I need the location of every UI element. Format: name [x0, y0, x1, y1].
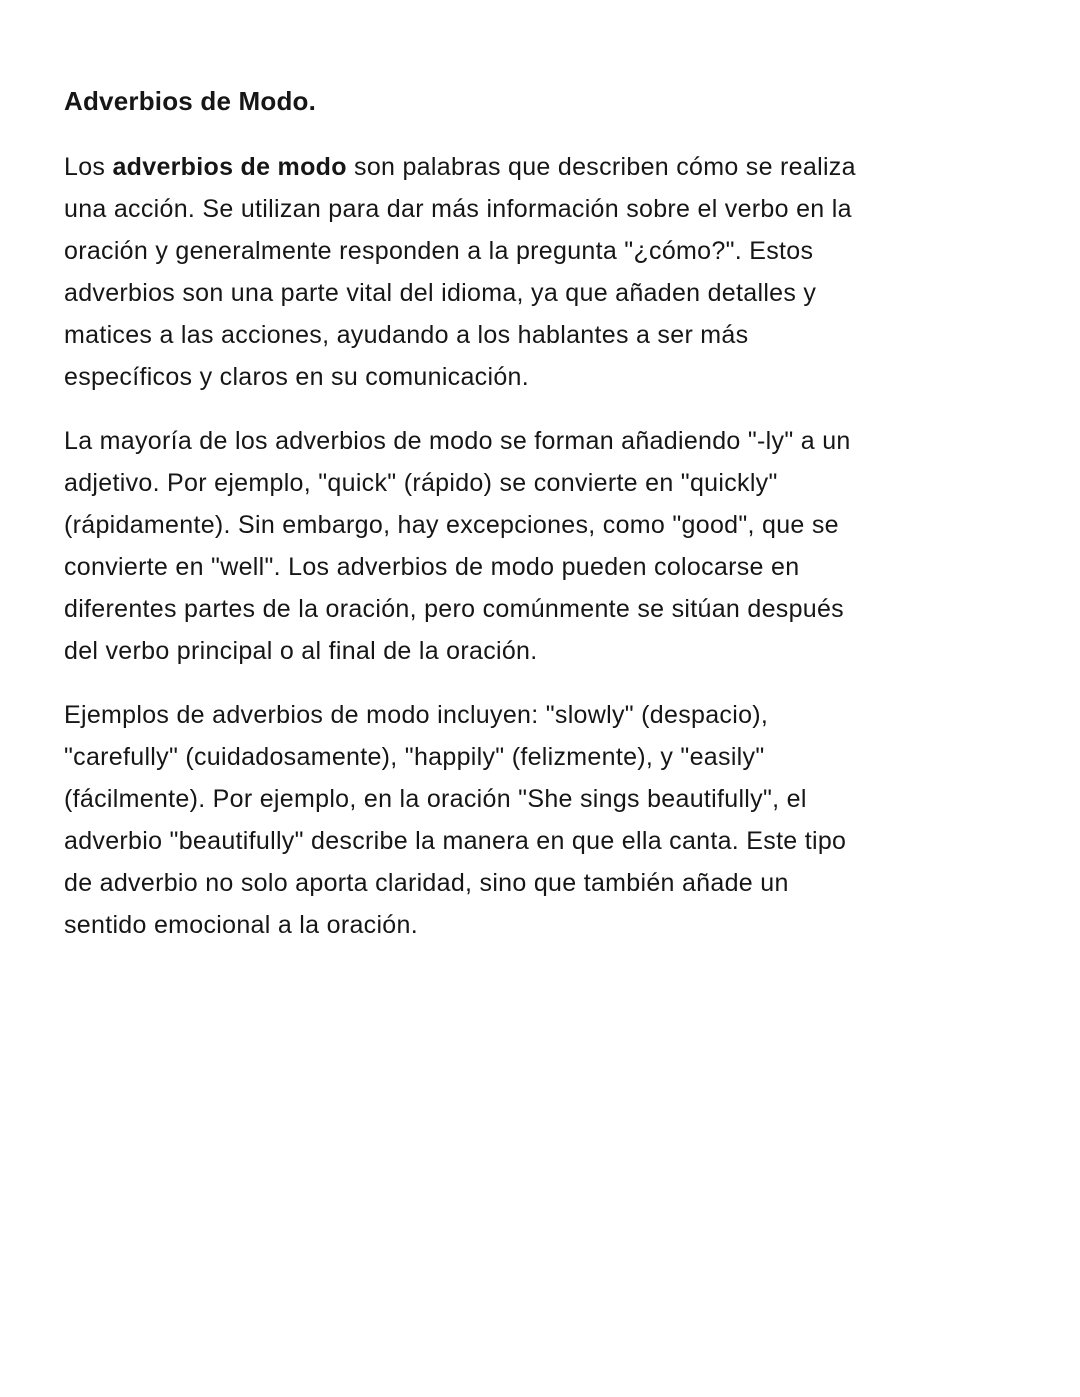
text-line — [64, 272, 1020, 314]
text-segment: convierte en "well". Los adverbios de modo pueden colocarse en — [64, 553, 800, 581]
text-line — [64, 694, 1020, 736]
text-line — [64, 904, 1020, 946]
text-line — [64, 778, 1020, 820]
text-segment: son palabras que describen cómo se realiza — [346, 153, 856, 181]
text-segment: adverbio "beautifully" describe la manera en que ella canta. Este tipo — [64, 827, 847, 855]
text-line — [64, 630, 1020, 672]
text-segment: una acción. Se utilizan para dar más información sobre el verbo en la — [64, 195, 852, 223]
text-line — [64, 820, 1020, 862]
text-segment: diferentes partes de la oración, pero comúnmente se sitúan después — [64, 595, 844, 623]
text-line — [64, 356, 1020, 398]
text-line — [64, 504, 1020, 546]
text-segment: (fácilmente). Por ejemplo, en la oración "She sings beautifully", el — [64, 785, 807, 813]
text-segment: Los — [64, 153, 113, 181]
text-segment: específicos y claros en su comunicación. — [64, 363, 529, 391]
paragraph — [64, 146, 1020, 398]
text-line — [64, 146, 1020, 188]
paragraph — [64, 420, 1020, 672]
text-segment: oración y generalmente responden a la pregunta "¿cómo?". Estos — [64, 237, 814, 265]
text-segment: matices a las acciones, ayudando a los hablantes a ser más — [64, 321, 749, 349]
text-line — [64, 736, 1020, 778]
text-line — [64, 546, 1020, 588]
text-segment: "carefully" (cuidadosamente), "happily" (felizmente), y "easily" — [64, 743, 765, 771]
text-line — [64, 314, 1020, 356]
text-segment: sentido emocional a la oración. — [64, 911, 418, 939]
text-line — [64, 188, 1020, 230]
text-line — [64, 230, 1020, 272]
text-segment: adjetivo. Por ejemplo, "quick" (rápido) se convierte en "quickly" — [64, 469, 778, 497]
text-segment: adverbios son una parte vital del idioma, ya que añaden detalles y — [64, 279, 817, 307]
paragraph — [64, 694, 1020, 946]
text-line — [64, 588, 1020, 630]
text-line — [64, 462, 1020, 504]
text-line — [64, 862, 1020, 904]
document-body — [64, 146, 1020, 946]
text-segment: (rápidamente). Sin embargo, hay excepciones, como "good", que se — [64, 511, 839, 539]
text-segment: de adverbio no solo aporta claridad, sino que también añade un — [64, 869, 789, 897]
bold-text-segment: adverbios de modo — [112, 153, 347, 181]
text-line — [64, 420, 1020, 462]
document-title: Adverbios de Modo. — [64, 86, 317, 116]
text-segment: La mayoría de los adverbios de modo se forman añadiendo "-ly" a un — [64, 427, 851, 455]
text-segment: del verbo principal o al final de la oración. — [64, 637, 538, 665]
text-segment: Ejemplos de adverbios de modo incluyen: "slowly" (despacio), — [64, 701, 769, 729]
